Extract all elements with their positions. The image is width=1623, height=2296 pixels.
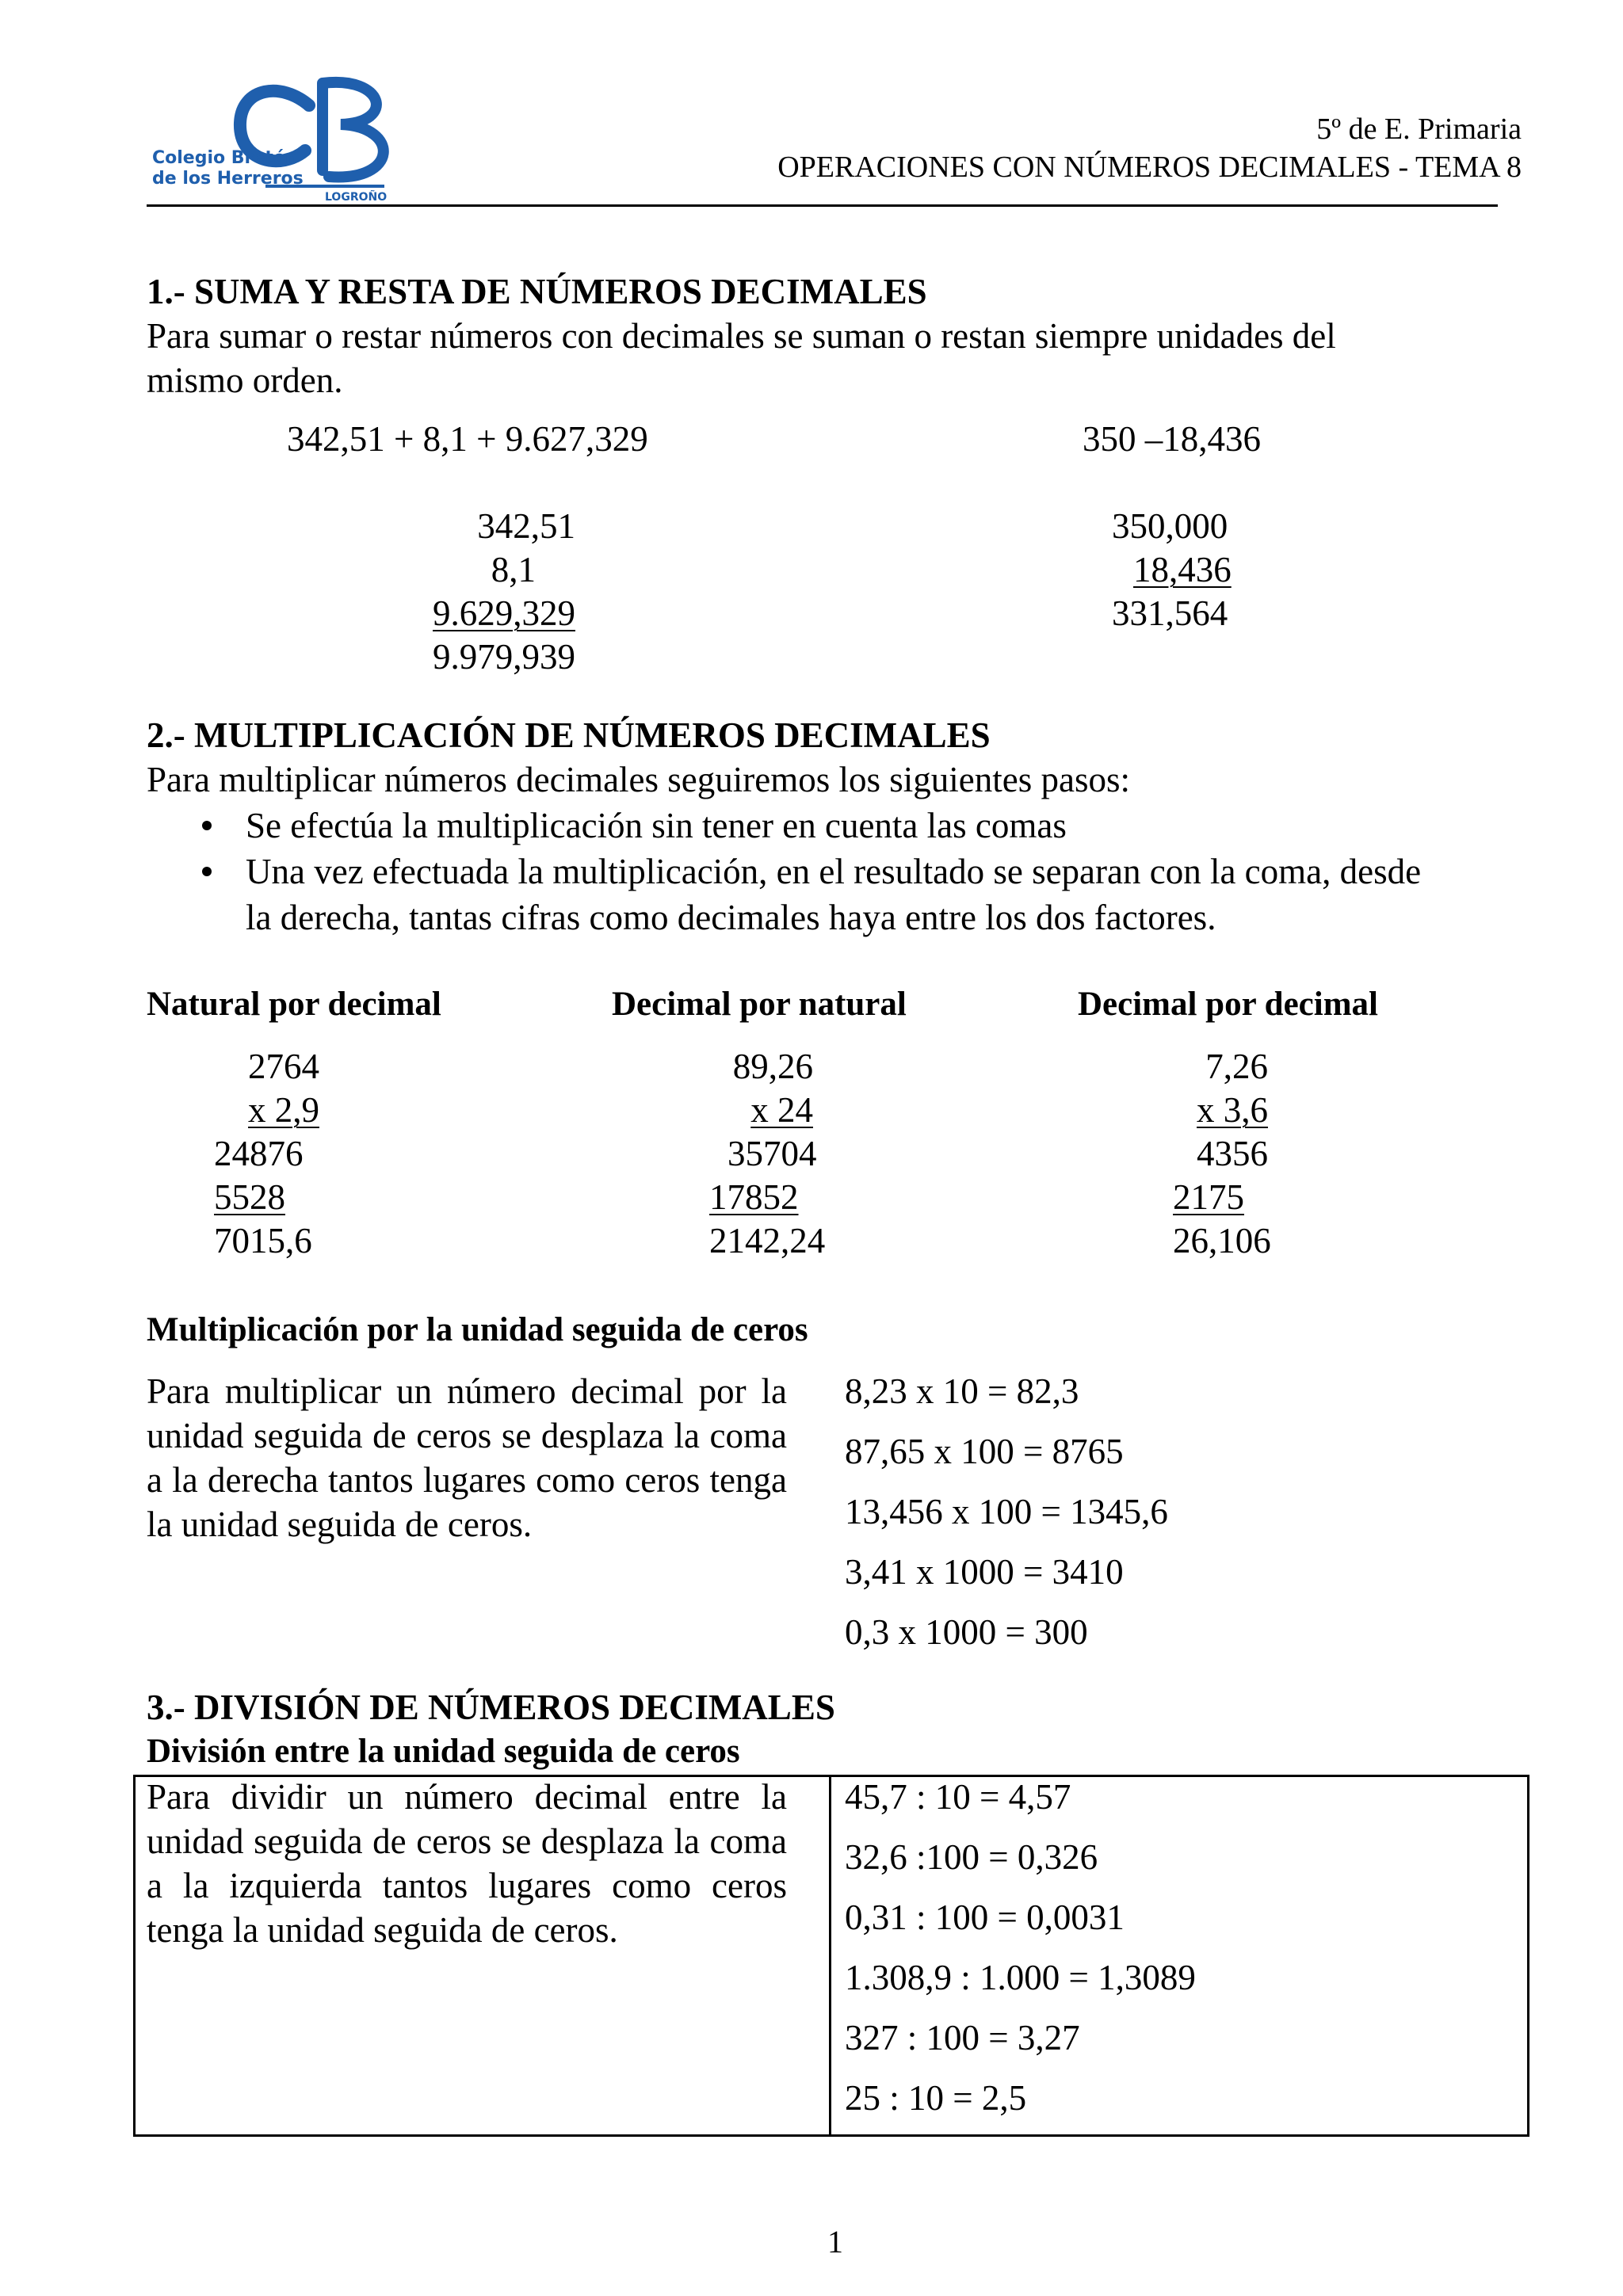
section3-title: 3.- DIVISIÓN DE NÚMEROS DECIMALES — [147, 1688, 835, 1727]
sum-expression: 342,51 + 8,1 + 9.627,329 — [287, 419, 648, 459]
section3-subheading: División entre la unidad seguida de ceros — [147, 1733, 740, 1770]
bullet-icon — [202, 867, 212, 876]
unit-zeros-heading: Multiplicación por la unidad seguida de ceros — [147, 1311, 808, 1348]
unit-zeros-text: Para multiplicar un número decimal por la unidad seguida de ceros se desplaza la coma a la derecha tantos lugares como ceros tenga la unidad seguida de ceros. — [147, 1371, 787, 1544]
mult2-partial2: 17852 — [709, 1177, 799, 1217]
section2-bullet-2: Una vez efectuada la multiplicación, en el resultado se separan con la coma, desde — [246, 852, 1422, 891]
sum-row: 342,51 — [477, 506, 575, 546]
division-text: Para dividir un número decimal entre la unidad seguida de ceros se desplaza la coma a la izquierda tantos lugares como ceros tenga la unidad seguida de ceros. — [147, 1777, 787, 1950]
mult1-factor1: 2764 — [248, 1047, 319, 1086]
section2-title: 2.- MULTIPLICACIÓN DE NÚMEROS DECIMALES — [147, 715, 991, 755]
example-heading-natural-por-decimal: Natural por decimal — [147, 986, 441, 1023]
example-heading-decimal-por-decimal: Decimal por decimal — [1078, 986, 1378, 1023]
example-heading-decimal-por-natural: Decimal por natural — [612, 986, 907, 1023]
mult1-partial2: 5528 — [214, 1177, 285, 1217]
logo-school-name-line2: de los Herreros — [152, 169, 304, 189]
subtraction-row: 350,000 — [1112, 506, 1228, 546]
unit-zeros-equation: 3,41 x 1000 = 3410 — [845, 1552, 1124, 1592]
section2-intro: Para multiplicar números decimales seguiremos los siguientes pasos: — [147, 760, 1130, 799]
mult2-factor2: x 24 — [750, 1090, 813, 1130]
mult1-factor2: x 2,9 — [248, 1090, 319, 1130]
mult3-result: 26,106 — [1173, 1221, 1271, 1261]
unit-zeros-equation: 8,23 x 10 = 82,3 — [845, 1371, 1079, 1411]
section1-paragraph-line1: Para sumar o restar números con decimales se suman o restan siempre unidades del — [147, 316, 1336, 356]
sum-result: 9.979,939 — [433, 637, 575, 677]
subtraction-expression: 350 –18,436 — [1083, 419, 1261, 459]
section1-title: 1.- SUMA Y RESTA DE NÚMEROS DECIMALES — [147, 272, 927, 311]
section1-paragraph-line2: mismo orden. — [147, 360, 343, 400]
sum-row: 8,1 — [491, 550, 536, 589]
division-equation: 32,6 :100 = 0,326 — [845, 1837, 1098, 1877]
logo-school-name-line1: Colegio Bretón — [152, 148, 298, 168]
division-table-divider — [829, 1775, 831, 2137]
mult2-factor1: 89,26 — [732, 1047, 813, 1086]
logo-city: LOGROÑO — [325, 191, 388, 204]
mult3-partial2: 2175 — [1173, 1177, 1244, 1217]
subtraction-row: 18,436 — [1133, 550, 1232, 589]
mult3-factor1: 7,26 — [1205, 1047, 1268, 1086]
mult2-result: 2142,24 — [709, 1221, 826, 1261]
section2-bullet-1: Se efectúa la multiplicación sin tener en cuenta las comas — [246, 806, 1067, 845]
mult2-partial1: 35704 — [727, 1134, 817, 1173]
header-divider — [147, 204, 1498, 207]
mult3-partial1: 4356 — [1197, 1134, 1268, 1173]
section2-bullet-2-continued: la derecha, tantas cifras como decimales haya entre los dos factores. — [246, 898, 1216, 937]
unit-zeros-equation: 13,456 x 100 = 1345,6 — [845, 1492, 1168, 1531]
school-logo — [147, 75, 408, 214]
unit-zeros-equation: 87,65 x 100 = 8765 — [845, 1432, 1124, 1471]
division-equation: 25 : 10 = 2,5 — [845, 2078, 1027, 2118]
mult1-partial1: 24876 — [214, 1134, 304, 1173]
division-equation: 0,31 : 100 = 0,0031 — [845, 1897, 1125, 1937]
header-grade: 5º de E. Primaria — [1316, 113, 1522, 146]
division-equation: 45,7 : 10 = 4,57 — [845, 1777, 1071, 1817]
division-equation: 327 : 100 = 3,27 — [845, 2018, 1080, 2058]
division-equation: 1.308,9 : 1.000 = 1,3089 — [845, 1958, 1196, 1997]
sum-row: 9.629,329 — [433, 593, 575, 633]
subtraction-result: 331,564 — [1112, 593, 1228, 633]
bullet-icon — [202, 821, 212, 830]
unit-zeros-equation: 0,3 x 1000 = 300 — [845, 1612, 1088, 1652]
page-number: 1 — [827, 2224, 843, 2260]
mult3-factor2: x 3,6 — [1197, 1090, 1268, 1130]
mult1-result: 7015,6 — [214, 1221, 312, 1261]
header-topic: OPERACIONES CON NÚMEROS DECIMALES - TEMA 8 — [777, 151, 1522, 184]
